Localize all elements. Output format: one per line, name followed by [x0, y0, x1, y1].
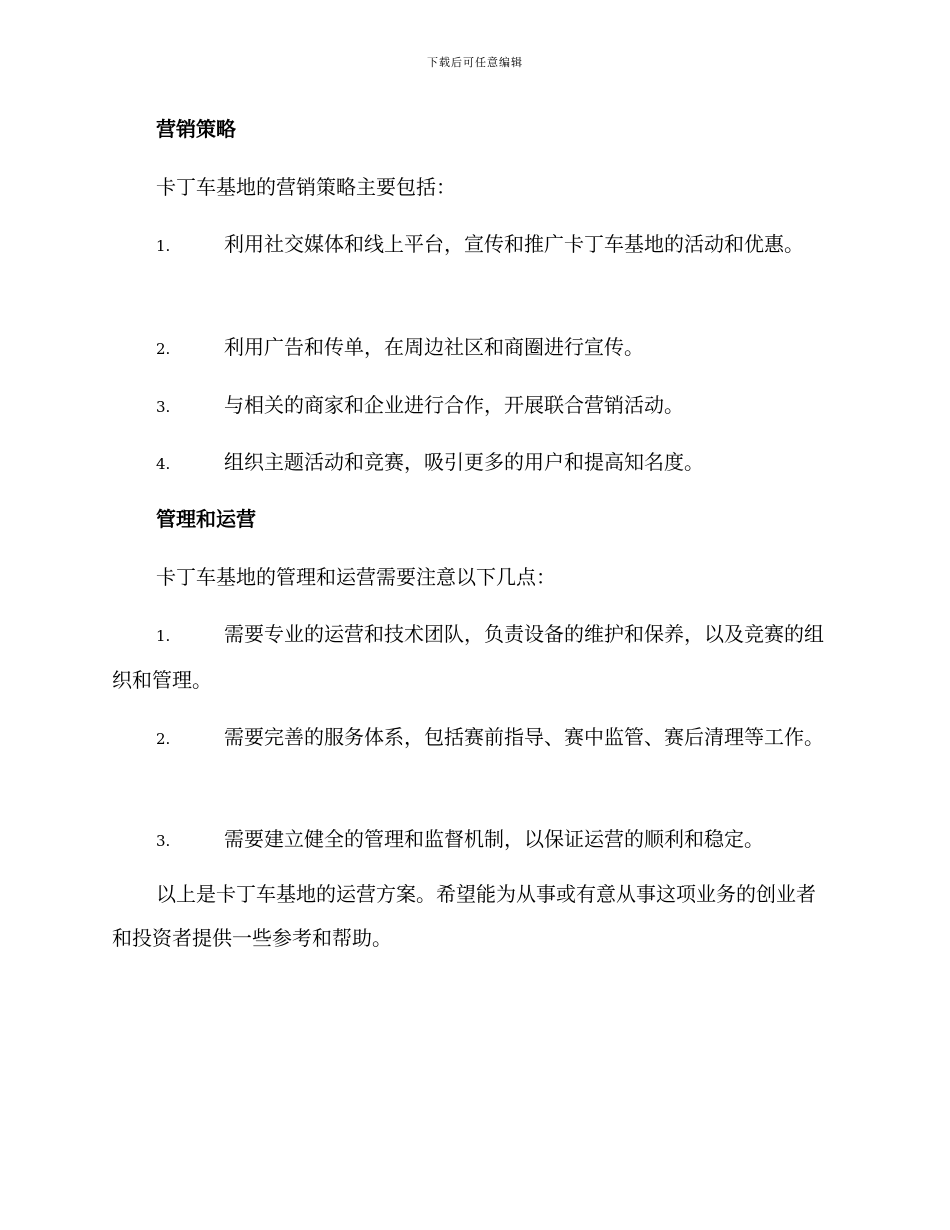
list-item [112, 715, 834, 761]
list-item-text: 利用广告和传单，在周边社区和商圈进行宣传。 [224, 335, 644, 359]
list-item-number: 4. [156, 455, 171, 473]
list-item [112, 612, 834, 702]
section-heading-management: 管理和运营 [156, 507, 256, 531]
list-item [112, 222, 834, 268]
list-item-text: 需要专业的运营和技术团队，负责设备的维护和保养，以及竞赛的组织和管理。 [112, 622, 824, 692]
list-item-number: 3. [156, 832, 171, 850]
list-item [112, 440, 834, 486]
list-item-number: 2. [156, 340, 171, 358]
list-item-text: 利用社交媒体和线上平台，宣传和推广卡丁车基地的活动和优惠。 [224, 232, 804, 256]
section-heading-marketing: 营销策略 [156, 117, 236, 141]
list-item [112, 325, 834, 371]
section-intro-marketing: 卡丁车基地的营销策略主要包括： [156, 175, 456, 199]
list-item-number: 1. [156, 237, 171, 255]
conclusion-paragraph: 以上是卡丁车基地的运营方案。希望能为从事或有意从事这项业务的创业者和投资者提供一些参考和帮助。 [112, 882, 816, 950]
page-header-note: 下载后可任意编辑 [427, 56, 523, 69]
list-item-text: 需要建立健全的管理和监督机制，以保证运营的顺利和稳定。 [224, 827, 764, 851]
list-item-text: 需要完善的服务体系，包括赛前指导、赛中监管、赛后清理等工作。 [224, 725, 824, 749]
list-item-number: 2. [156, 730, 171, 748]
list-item-text: 组织主题活动和竞赛，吸引更多的用户和提高知名度。 [224, 450, 704, 474]
list-item-number: 3. [156, 398, 171, 416]
list-item-text: 与相关的商家和企业进行合作，开展联合营销活动。 [224, 393, 684, 417]
list-item [112, 383, 834, 429]
list-item [112, 817, 834, 863]
section-intro-management: 卡丁车基地的管理和运营需要注意以下几点： [156, 565, 556, 589]
list-item-number: 1. [156, 627, 171, 645]
